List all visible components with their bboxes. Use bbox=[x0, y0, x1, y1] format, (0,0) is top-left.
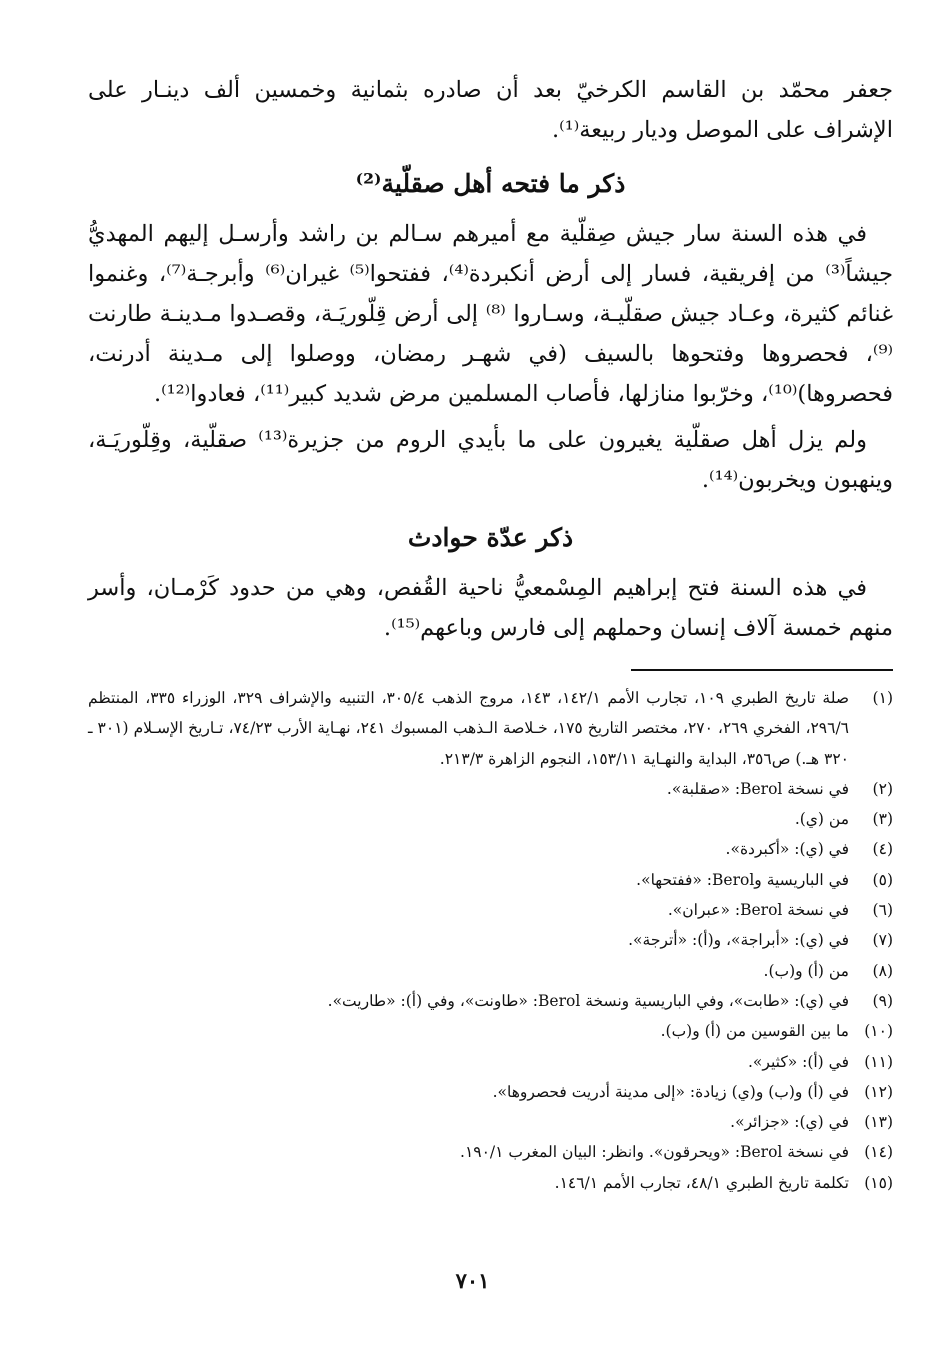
footnote-item bbox=[88, 1107, 893, 1137]
footnote-item bbox=[88, 834, 893, 864]
paragraph-sicily-raids: ولم يزل أهل صقلّية يغيرون على ما بأيدي الروم من جزيرة⁽¹³⁾ صقلّية، وقِلّوريَـة، وينهبون ويخربون⁽¹⁴⁾. bbox=[88, 427, 893, 493]
footnote-item bbox=[88, 1137, 893, 1167]
main-text bbox=[88, 70, 893, 648]
footnote-text: في (ي): «أكبردة». bbox=[725, 840, 849, 859]
footnote-item bbox=[88, 1168, 893, 1198]
footnote-separator bbox=[631, 669, 893, 671]
footnote-number: (١) bbox=[872, 689, 893, 707]
footnote-number: (٣) bbox=[872, 810, 893, 829]
footnote-item bbox=[88, 895, 893, 925]
paragraph-events: في هذه السنة فتح إبراهيم المِسْمعيُّ ناحية القُفص، وهي من حدود كَرْمـان، وأسر منهم خمسة آلاف إنسان وحملهم إلى فارس وباعهم⁽¹⁵⁾. bbox=[88, 575, 893, 641]
footnote-text: في (ي): «طابت»، وفي الباريسية ونسخة Berol: «طاونت»، وفي (أ): «طاريت». bbox=[327, 991, 849, 1010]
footnote-text: تكلمة تاريخ الطبري ٤٨/١، تجارب الأمم ١٤٦/١. bbox=[554, 1173, 849, 1192]
footnote-text: في نسخة Berol: «ويحرقون». وانظر: البيان المغرب ١٩٠/١. bbox=[460, 1143, 849, 1162]
footnote-number: (٩) bbox=[872, 991, 893, 1010]
page-number: ٧٠١ bbox=[455, 1268, 490, 1293]
footnote-item bbox=[88, 1047, 893, 1077]
footnote-text: من (أ) و(ب). bbox=[763, 961, 849, 980]
footnote-text: في (أ): «كثير». bbox=[748, 1052, 849, 1071]
footnote-item bbox=[88, 986, 893, 1016]
footnote-number: (٦) bbox=[872, 901, 893, 920]
paragraph-continuation: جعفر محمّد بن القاسم الكرخيّ بعد أن صادره بثمانية وخمسين ألف دينـار على الإشراف على الموصل وديار ربيعة⁽¹⁾. bbox=[88, 77, 893, 143]
footnote-text: من (ي). bbox=[794, 810, 849, 829]
footnote-text: في (ي): «جزائر». bbox=[730, 1113, 849, 1132]
footnote-number: (١٢) bbox=[864, 1082, 893, 1101]
footnote-item bbox=[88, 1016, 893, 1046]
footnote-text: صلة تاريخ الطبري ١٠٩، تجارب الأمم ١٤٢/١، ١٤٣، مروج الذهب ٣٠٥/٤، التنبيه والإشراف ٣٢٩، الوزراء ٣٣٥، المنتظم ٢٩٦/٦، الفخري ٢٦٩، ٢٧٠، مختصر التاريخ ١٧٥، خـلاصة الـذهب المسبوك ٢٤١، نهـاية الأرب ٧٤/٢٣، تـاريخ الإسـلام (٣٠١ ـ ٣٢٠ هـ.) ص٣٥٦، البداية والنهـاية ١٥٣/١١، النجوم الزاهرة ٢١٣/٣. bbox=[88, 689, 849, 768]
footnote-text: في نسخة Berol: «عبران». bbox=[667, 901, 849, 920]
footnote-number: (١٣) bbox=[864, 1113, 893, 1132]
footnote-number: (٥) bbox=[872, 870, 893, 889]
footnote-number: (١١) bbox=[864, 1052, 893, 1071]
footnote-item bbox=[88, 1077, 893, 1107]
footnote-text: في الباريسية وBerol: «ففتحها». bbox=[636, 870, 849, 889]
footnote-number: (٢) bbox=[872, 779, 893, 798]
section-heading-sicily: ذكر ما فتحه أهل صقلّية⁽²⁾ bbox=[355, 169, 626, 198]
footnote-text: ما بين القوسين من (أ) و(ب). bbox=[660, 1022, 849, 1041]
footnote-item bbox=[88, 683, 893, 774]
footnote-number: (١٠) bbox=[864, 1022, 893, 1041]
footnote-number: (٤) bbox=[872, 840, 893, 859]
section-heading-events: ذكر عدّة حوادث bbox=[407, 523, 574, 552]
footnote-number: (١٥) bbox=[864, 1173, 893, 1192]
footnotes bbox=[88, 683, 893, 1198]
footnote-text: في (أ) و(ب) و(ي) زيادة: «إلى مدينة أدريت فحصروها». bbox=[492, 1082, 849, 1101]
footnote-item bbox=[88, 804, 893, 834]
footnote-text: في (ي): «أبراجة»، و(أ): «أترجة». bbox=[628, 931, 849, 950]
footnote-item bbox=[88, 956, 893, 986]
footnote-number: (١٤) bbox=[864, 1143, 893, 1162]
footnote-number: (٧) bbox=[872, 931, 893, 950]
footnote-item bbox=[88, 925, 893, 955]
footnote-item bbox=[88, 865, 893, 895]
footnote-text: في نسخة Berol: «صقلبة». bbox=[666, 779, 849, 798]
footnote-item bbox=[88, 774, 893, 804]
paragraph-sicily-campaign: في هذه السنة سار جيش صِقلّية مع أميرهم سـالم بن راشد وأرسـل إليهم المهديُّ جيشاً⁽³⁾ من إفريقية، فسار إلى أرض أنكبردة⁽⁴⁾، ففتحوا⁽⁵⁾ غيران⁽⁶⁾ وأبرجـة⁽⁷⁾، وغنموا غنائم كثيرة، وعـاد جيش صقلّيـة، وسـاروا ⁽⁸⁾ إلى أرض قِلّوريَـة، وقصـدوا مـدينـة طارنت ⁽⁹⁾، فحصروها وفتحوها بالسيف (في شهـر رمضان، ووصلوا إلى مـدينة أدرنت، فحصروها)⁽¹⁰⁾، وخرّبوا منازلها، فأصاب المسلمين مرض شديد كبير⁽¹¹⁾، فعادوا⁽¹²⁾. bbox=[88, 221, 894, 407]
footnote-number: (٨) bbox=[872, 961, 893, 980]
